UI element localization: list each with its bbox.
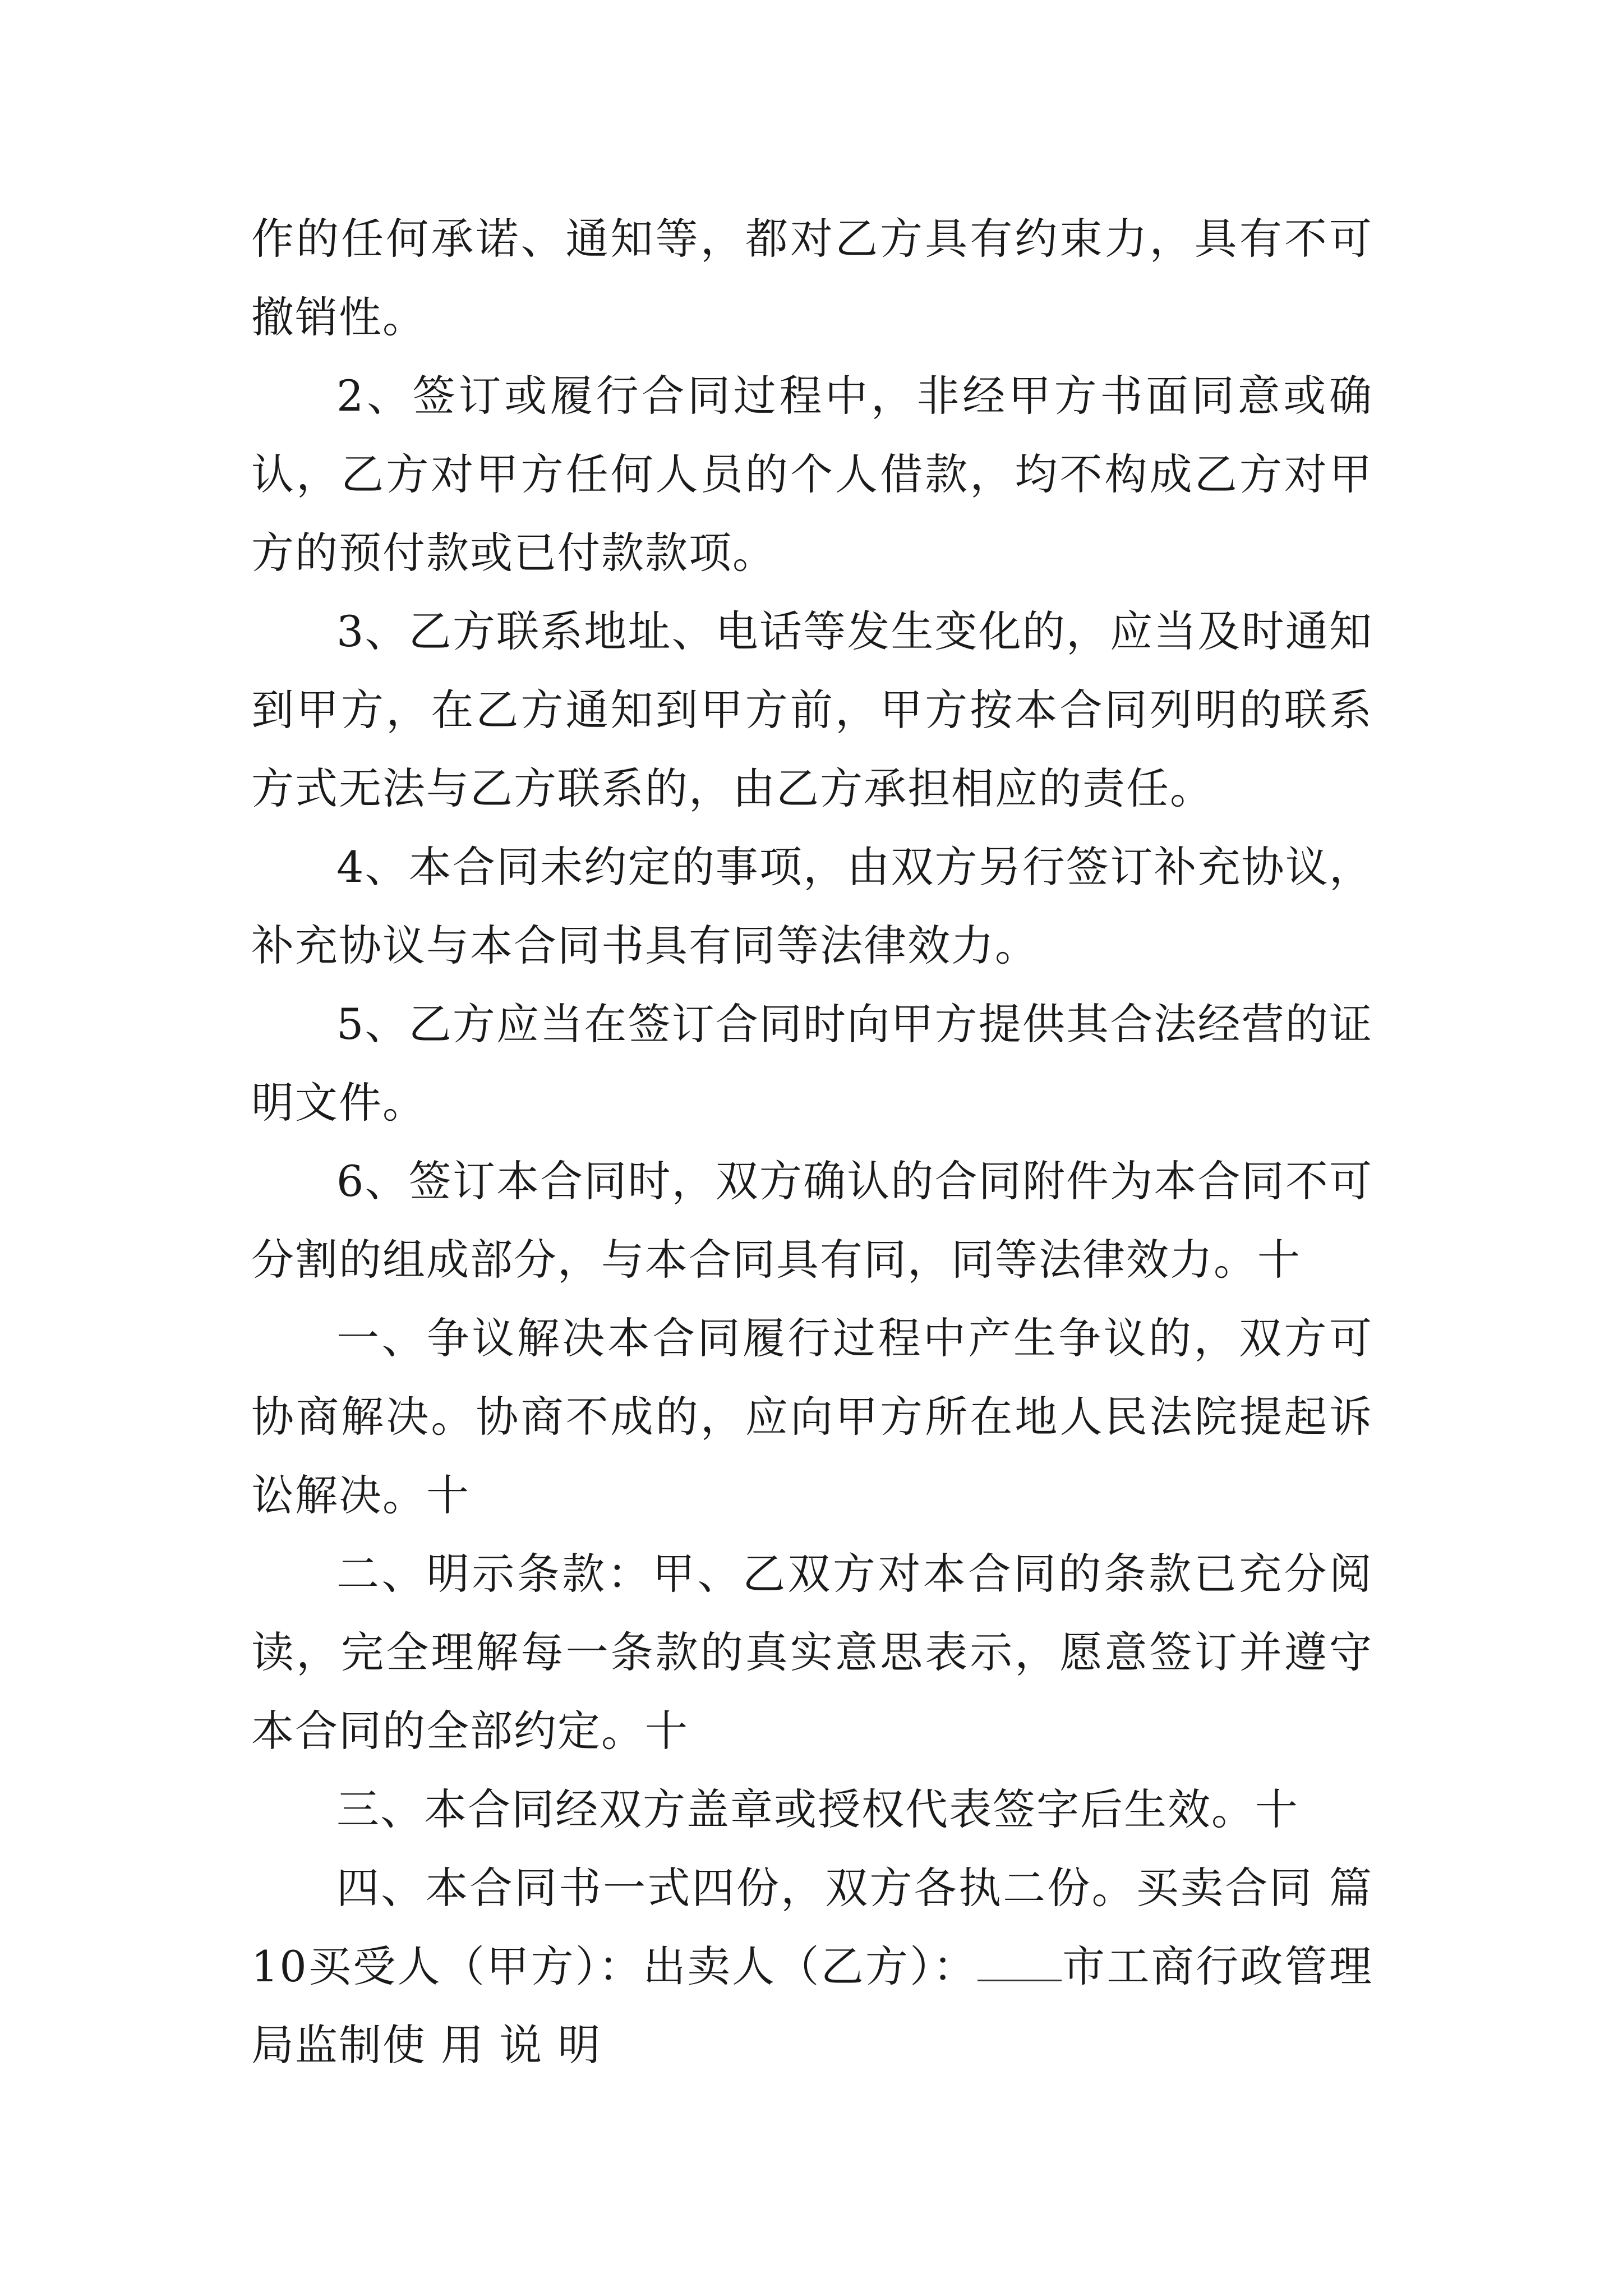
paragraph-supervision-text: 市工商行政管理局监制使 用 说 明 xyxy=(251,1941,1373,2070)
paragraph-clause-6: 6、签订本合同时，双方确认的合同附件为本合同不可分割的组成部分，与本合同具有同，同等法律效力。十 xyxy=(251,1156,1373,1285)
paragraph-copies-and-next-contract xyxy=(251,1849,1373,2085)
blank-fill-line xyxy=(978,1946,1062,1981)
paragraph-clause-5: 5、乙方应当在签订合同时向甲方提供其合法经营的证明文件。 xyxy=(251,999,1373,1128)
paragraph-copies-text: 四、本合同书一式四份，双方各执二份。买卖合同 篇10买受人（甲方）：出卖人（乙方）： xyxy=(251,1863,1373,1991)
paragraph-clause-2: 2、签订或履行合同过程中，非经甲方书面同意或确认，乙方对甲方任何人员的个人借款，均不构成乙方对甲方的预付款或已付款款项。 xyxy=(251,371,1373,578)
document-body xyxy=(251,200,1373,2085)
paragraph-clause-3: 3、乙方联系地址、电话等发生变化的，应当及时通知到甲方，在乙方通知到甲方前，甲方按本合同列明的联系方式无法与乙方联系的，由乙方承担相应的责任。 xyxy=(251,606,1373,813)
paragraph-explicit-terms: 二、明示条款：甲、乙双方对本合同的条款已充分阅读，完全理解每一条款的真实意思表示，愿意签订并遵守本合同的全部约定。十 xyxy=(251,1549,1373,1756)
paragraph-dispute-resolution: 一、争议解决本合同履行过程中产生争议的，双方可协商解决。协商不成的，应向甲方所在地人民法院提起诉讼解决。十 xyxy=(251,1313,1373,1520)
paragraph-continuation: 作的任何承诺、通知等，都对乙方具有约束力，具有不可撤销性。 xyxy=(251,214,1373,342)
paragraph-clause-4: 4、本合同未约定的事项，由双方另行签订补充协议，补充协议与本合同书具有同等法律效力。 xyxy=(251,842,1373,970)
paragraph-effectiveness: 三、本合同经双方盖章或授权代表签字后生效。十 xyxy=(336,1784,1299,1834)
